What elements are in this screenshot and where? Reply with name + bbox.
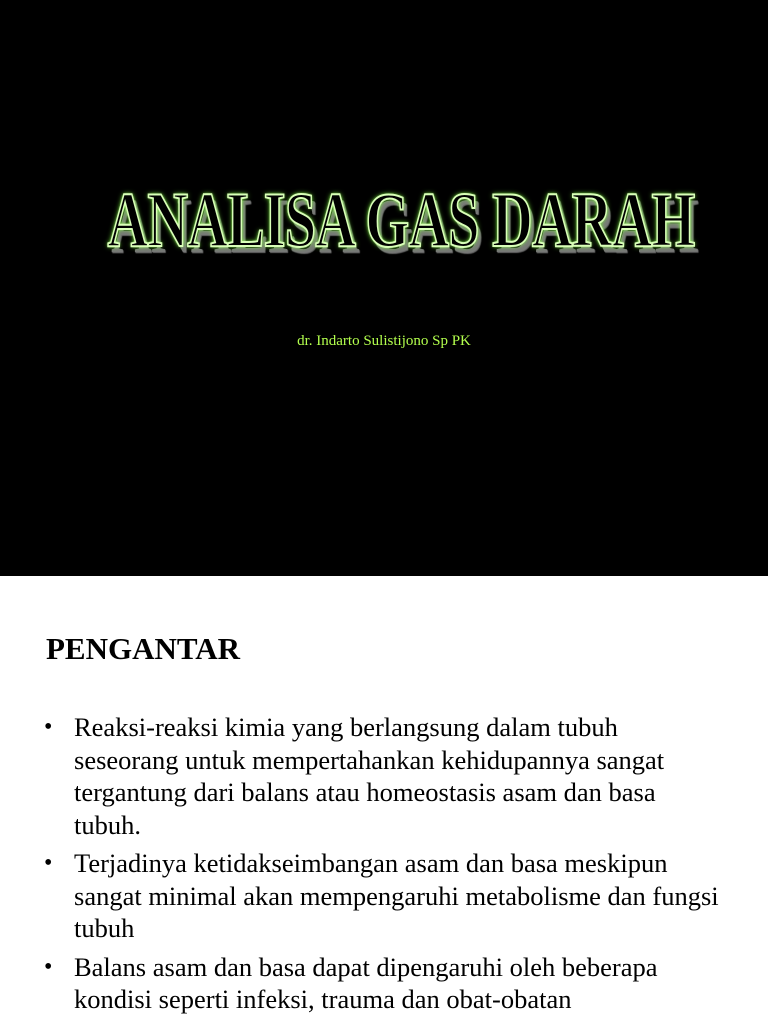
bullet-text: Reaksi-reaksi kimia yang berlangsung dalam tubuh seseorang untuk mempertahankan kehidupannya sangat tergantung dari balans atau homeostasis asam dan basa tubuh.	[74, 712, 665, 840]
content-slide	[0, 576, 768, 1024]
slide-author: dr. Indarto Sulistijono Sp PK	[297, 333, 471, 349]
bullet-item	[44, 951, 724, 1016]
slide-title: ANALISA GAS DARAH	[107, 176, 695, 263]
bullet-item	[44, 711, 724, 841]
bullet-text: Terjadinya ketidakseimbangan asam dan basa meskipun sangat minimal akan mempengaruhi metabolisme dan fungsi tubuh	[74, 848, 719, 943]
bullet-text: Balans asam dan basa dapat dipengaruhi oleh beberapa kondisi seperti infeksi, trauma dan obat-obatan	[74, 951, 658, 1014]
bullet-item	[44, 847, 724, 945]
bullet-icon: •	[44, 953, 53, 980]
bullet-icon: •	[44, 714, 53, 740]
section-heading: PENGANTAR	[46, 631, 241, 666]
bullet-list	[44, 711, 724, 1022]
bullet-icon: •	[44, 850, 53, 876]
